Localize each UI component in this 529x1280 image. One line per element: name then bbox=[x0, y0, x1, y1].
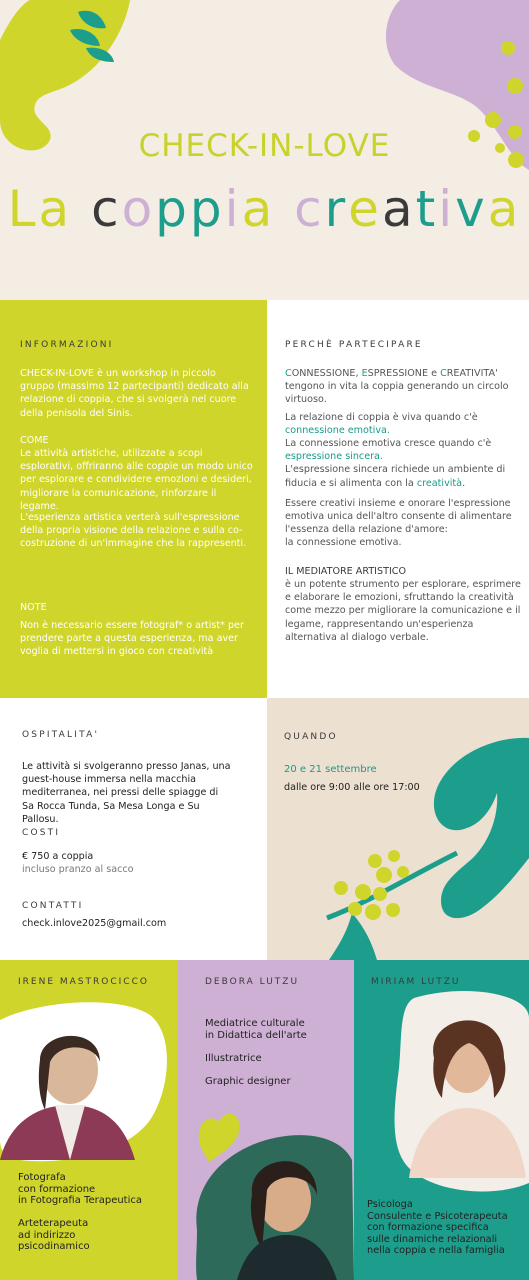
title-letter: L bbox=[7, 180, 39, 238]
title-letter: a bbox=[487, 180, 522, 238]
title-letter: v bbox=[455, 180, 488, 238]
portrait-debora bbox=[177, 1090, 354, 1280]
title-letter: o bbox=[121, 180, 156, 238]
header bbox=[0, 0, 529, 300]
note-heading: NOTE bbox=[20, 602, 47, 613]
price-note: incluso pranzo al sacco bbox=[22, 864, 134, 875]
title-letter: t bbox=[415, 180, 439, 238]
why-text bbox=[285, 367, 517, 550]
person-role-2: Arteterapeuta ad indirizzo psicodinamico bbox=[18, 1218, 90, 1252]
why-heading: PERCHÈ PARTECIPARE bbox=[285, 340, 423, 350]
header-title bbox=[0, 180, 529, 238]
info-heading: INFORMAZIONI bbox=[20, 340, 114, 350]
come-heading: COME bbox=[20, 435, 49, 446]
title-letter: p bbox=[189, 180, 225, 238]
info-panel bbox=[0, 300, 267, 698]
info-intro: CHECK-IN-LOVE è un workshop in piccolo gruppo (massimo 12 partecipanti) dedicato alla relazione di coppia, che si svolgerà nel cuore della penisola del Sinis. bbox=[20, 368, 249, 419]
mediator-text: è un potente strumento per esplorare, esprimere e elaborare le emozioni, sfruttando la creatività come mezzo per migliorare la comunicazione e il legame, rappresentando un'esperienza alternativa al dialogo verbale. bbox=[285, 579, 521, 643]
why-p4: L'espressione sincera richiede un ambiente di fiducia e si alimenta con la creatività. bbox=[285, 464, 506, 489]
title-letter bbox=[275, 180, 294, 238]
mediator-heading: IL MEDIATORE ARTISTICO bbox=[285, 566, 407, 577]
title-letter: p bbox=[155, 180, 190, 238]
person-role-1: Fotografa con formazione in Fotografia Terapeutica bbox=[18, 1172, 143, 1206]
come-text: Le attività artistiche, utilizzate a scopi esplorativi, offriranno alle coppie un modo unico per esplorare e condividere emozioni e desideri, migliorare la comunicazione, rinforzare il legame. bbox=[20, 448, 253, 512]
title-letter: i bbox=[438, 180, 456, 238]
when-heading: QUANDO bbox=[284, 732, 338, 742]
title-letter bbox=[72, 180, 91, 238]
lime-heart-shape bbox=[199, 1114, 240, 1162]
why-p5: Essere creativi insieme e onorare l'espressione emotiva unica dell'altro consente di alimentare l'essenza della relazione d'amore: bbox=[285, 497, 512, 536]
title-letter: c bbox=[294, 180, 325, 238]
title-letter: a bbox=[241, 180, 276, 238]
costs-heading: COSTI bbox=[22, 828, 61, 838]
experience-text: L'esperienza artistica verterà sull'espressione della propria visione della relazione e sulla co-costruzione di un'immagine che la rappresenti. bbox=[20, 512, 247, 550]
values-line: CONNESSIONE, ESPRESSIONE e CREATIVITA' bbox=[285, 368, 498, 379]
when-panel bbox=[267, 698, 529, 960]
price: € 750 a coppia bbox=[22, 851, 94, 862]
person-card-debora bbox=[177, 960, 354, 1280]
note-text: Non è necessario essere fotograf* o artist* per prendere parte a questa esperienza, ma aver voglia di mettersi in gioco con creatività bbox=[20, 620, 244, 658]
why-p2b: connessione emotiva. bbox=[285, 424, 390, 436]
why-p2a: La relazione di coppia è viva quando c'è bbox=[285, 411, 478, 423]
title-letter: a bbox=[38, 180, 73, 238]
why-p3a: La connessione emotiva cresce quando c'è bbox=[285, 438, 492, 450]
title-letter: i bbox=[224, 180, 242, 238]
person-role-2: Illustratrice bbox=[205, 1053, 262, 1064]
why-p1: tengono in vita la coppia generando un circolo virtuoso. bbox=[285, 381, 509, 406]
title-letter: c bbox=[91, 180, 122, 238]
person-role-1: Mediatrice culturale in Didattica dell'arte bbox=[205, 1018, 307, 1041]
person-name: MIRIAM LUTZU bbox=[371, 977, 461, 987]
contact-email[interactable]: check.inlove2025@gmail.com bbox=[22, 918, 167, 929]
portrait-miriam bbox=[354, 988, 529, 1198]
contacts-heading: CONTATTI bbox=[22, 901, 84, 911]
person-name: DEBORA LUTZU bbox=[205, 977, 300, 987]
teal-monstera-shape bbox=[434, 738, 529, 918]
person-name: IRENE MASTROCICCO bbox=[18, 977, 149, 987]
host-text: Le attività si svolgeranno presso Janas, una guest-house immersa nella macchia mediterranea, nei pressi delle spiagge di Sa Rocca Tunda, Sa Mesa Longa e Su Pallosu. bbox=[22, 761, 231, 825]
why-p3b: espressione sincera. bbox=[285, 451, 383, 463]
title-letter: e bbox=[348, 180, 382, 238]
person-role-1: Psicologa Consulente e Psicoterapeuta con formazione specifica sulle dinamiche relazionali nella coppia e nella famiglia bbox=[367, 1199, 508, 1256]
person-role-3: Graphic designer bbox=[205, 1076, 291, 1087]
why-panel bbox=[267, 300, 529, 698]
person-card-irene bbox=[0, 960, 177, 1280]
host-panel bbox=[0, 698, 267, 960]
event-dates: 20 e 21 settembre bbox=[284, 764, 377, 775]
title-letter: a bbox=[381, 180, 416, 238]
title-letter: r bbox=[324, 180, 349, 238]
portrait-irene bbox=[0, 1000, 177, 1175]
host-heading: OSPITALITA' bbox=[22, 730, 100, 740]
event-hours: dalle ore 9:00 alle ore 17:00 bbox=[284, 782, 420, 793]
person-card-miriam bbox=[354, 960, 529, 1280]
why-p6: la connessione emotiva. bbox=[285, 537, 402, 549]
header-kicker: CHECK-IN-LOVE bbox=[138, 128, 391, 164]
